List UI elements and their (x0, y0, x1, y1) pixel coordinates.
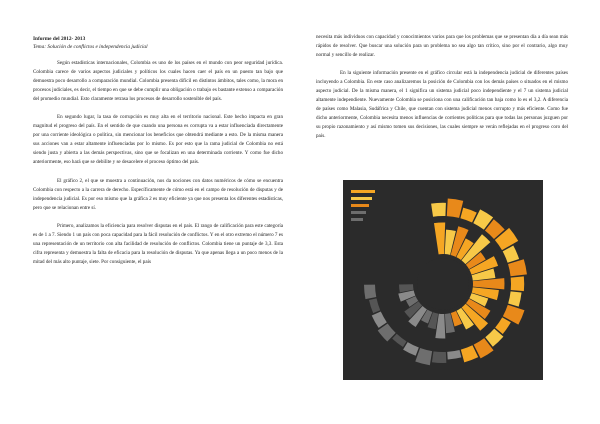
radial-chart-figure (343, 180, 543, 380)
report-title: Informe del 2012- 2013 (33, 36, 86, 42)
right-paragraph-1: necesita más individuos con capacidad y conocimientos varios para que los problemas que se presentan día a día sean más rápidos de resolver. Que buscar una solución para un problema no sea algo tan crítico, sino por el contrario, algo muy normal y sencillo de realizar. (316, 34, 568, 59)
left-paragraph-3: El gráfico 2, el que se muestra a continuación, nos da nociones con datos numéricos de cómo se encuentra Colombia con respecto a la carrera de derecho. Específicamente de cómo está en el campo de resolución de disputas y de independencia judicial. Es por eso mismo que la gráfica 2 es muy eficiente ya que nos presenta los diferentes estadísticas, pero que se relacionan entre sí. (33, 177, 283, 211)
left-paragraph-1: Según estadísticas internacionales, Colombia es uno de los países en el mundo con peor seguridad jurídica. Colombia carece de varios aspectos judiciales y políticos los cuales hacen caer el país en un puesto tan bajo que demuestra poco desarrollo a comparación mundial. Colombia presenta difícil en distintos ámbitos, tales como, la mora en procesos judiciales, es decir, el tiempo en que se debe cumplir una obligación o trabajo es bastante extenso a comparación del promedio mundial. Esto claramente retrasa los procesos de desarrollo sostenible del país. (33, 60, 283, 103)
right-column (316, 33, 568, 151)
left-column (33, 35, 283, 276)
radial-segment-outer (364, 285, 376, 299)
legend-swatch (351, 218, 363, 221)
radial-segment-outer (511, 276, 525, 291)
radial-segment-outer (431, 203, 446, 217)
radial-chart (343, 180, 543, 380)
legend-swatch (351, 204, 369, 207)
left-paragraph-4: Primero, analizamos la eficiencia para resolver disputas en el país. El rango de calificación para este categoría es de 1 a 7. Siendo 1 un país con poca capacidad para la fácil resolución de conflictos. Y en el otro extremo el número 7 es una representación de un territorio con alta facilidad de resolución de conflictos. Colombia tiene un puntaje de 3,3. Esta cifra representa y demuestra la falta de eficacia para la resolución de disputas. Ya que apenas llega a un poco menos de la mitad del más alto puntaje, siete. Por consiguiente, el país (33, 222, 283, 265)
left-paragraph-2: En segundo lugar, la tasa de corrupción es muy alta en el territorio nacional. Este hecho impacta en gran magnitud el progreso del país. En el sentido de que cuando una persona es corrupta va a estar influenciada directamente por una corriente ideológica o política, sin mencionar los beneficios que obtendrá mediante a esto. De la misma manera sus acciones van a estar altamente influenciadas por lo mismo. Es por esto que la rama judicial de Colombia no está siendo justa y abierta a las demás perspectivas, sino que se focalizan en una determinada corriente. Y como fue dicho anteriormente, eso hará que se debilite y se desacelere el proceso óptimo del país. (33, 114, 283, 166)
legend-swatch (351, 190, 375, 193)
radial-center (417, 258, 469, 310)
report-subtitle: Tema: Solución de conflictos e independencia judicial (33, 44, 148, 50)
legend-swatch (351, 211, 366, 214)
radial-segment-outer (432, 351, 446, 363)
right-paragraph-2: En la siguiente información presente en el gráfico circular está la independencia judicial de diferentes países incluyendo a Colombia. En este caso analizaremos la posición de Colombia con los demás países o situados en el mismo aspecto judicial. De la misma manera, el 1 significa un sistema judicial poco independiente y el 7 un sistema judicial altamente independiente. Nuevamente Colombia se posiciona con una calificación tan baja como lo es el 3,2. A diferencia de países como Malasia, Sudáfrica y Chile, que cuentan con sistema judicial menos corrupto y más eficiente. Como fue dicho anteriormente, Colombia necesita menos influencias de corrientes políticas para que todas las personas juzguen por su propio razonamiento y así mismo tomen sus decisiones, las cuales siempre se verán reflejadas en el progreso coro del país. (316, 70, 568, 140)
legend-swatch (351, 197, 372, 200)
